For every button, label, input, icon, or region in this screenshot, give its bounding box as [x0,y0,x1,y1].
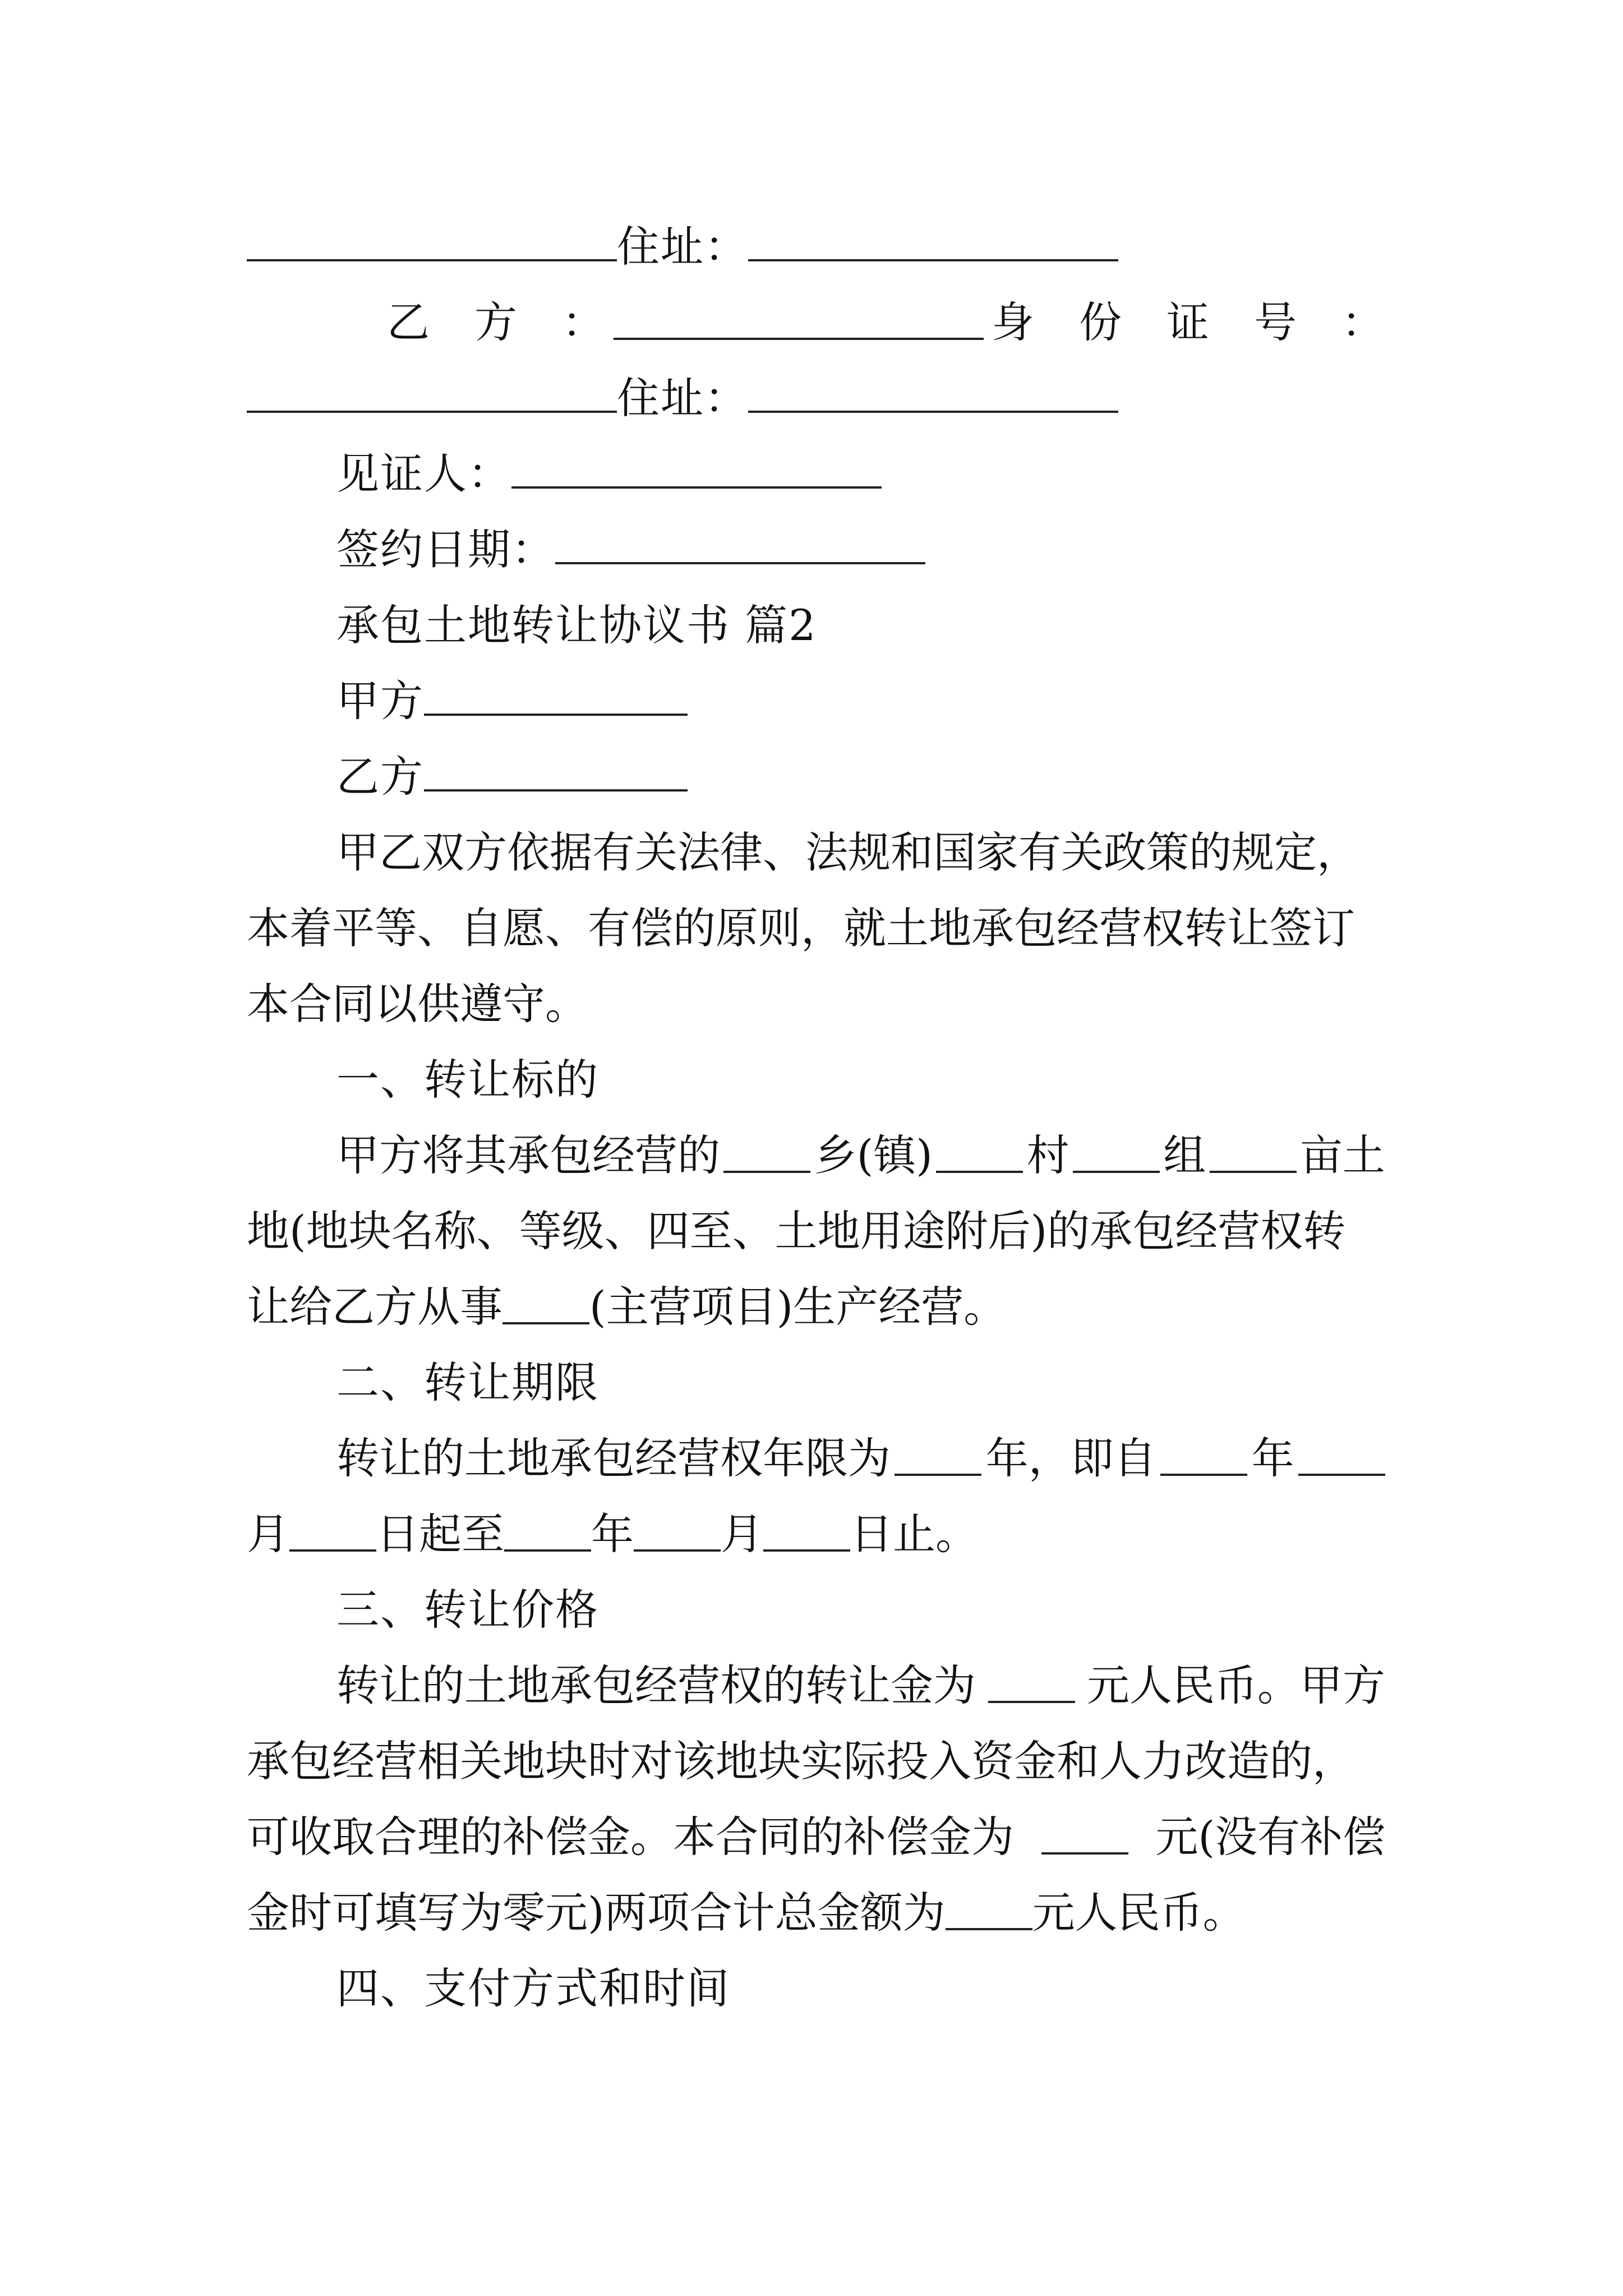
blank-field [1160,1441,1247,1476]
intro-text: 本合同以供遵守。 [247,979,588,1029]
blank-field [723,1138,810,1173]
blank-field [1298,1441,1385,1476]
intro-line-2 [247,898,1385,959]
party-a-line [247,670,1385,732]
witness-line [247,443,1385,505]
text-segment: 日止。 [850,1509,978,1559]
text-segment: (主营项目)生产经营。 [589,1282,1007,1332]
witness-label: 见证人： [336,449,511,499]
section-3-line-3 [247,1806,1385,1868]
intro-line-3 [247,973,1385,1035]
blank-field [748,378,1118,413]
section-3-line-2 [247,1731,1385,1792]
text-segment: 地(地块名称、等级、四至、土地用途附后)的承包经营权转 [247,1206,1346,1256]
address-line-1 [247,216,1385,278]
text-segment: 让给乙方从事 [247,1282,502,1332]
section-1-line-2 [247,1200,1385,1262]
section-2-line-1 [247,1428,1385,1489]
blank-field [748,227,1118,261]
sign-date-label: 签约日期： [336,524,555,574]
section-title: 四、支付方式和时间 [336,1963,730,2013]
text-segment: 金时可填写为零元)两项合计总金额为 [247,1888,946,1938]
party-a-label: 甲方 [336,676,424,726]
text-segment: 组 [1163,1130,1206,1180]
text-segment: 转让的土地承包经营权年限为 [336,1433,891,1483]
text-segment: 年 [591,1509,634,1559]
text-segment: 元人民币。甲方 [1087,1660,1385,1710]
text-segment: 亩土 [1299,1130,1385,1180]
text-segment: 年 [1251,1433,1294,1483]
text-segment: 乡(镇) [814,1130,933,1180]
text-segment: 日起至 [376,1509,504,1559]
blank-field [988,1668,1075,1703]
intro-text: 甲乙双方依据有关法律、法规和国家有关政策的规定， [336,827,1359,877]
blank-field [247,378,617,413]
party-b-line [247,746,1385,808]
blank-field [424,757,688,792]
text-segment: 元人民币。 [1032,1888,1246,1938]
party-b-id-line [247,292,1385,353]
blank-field [247,227,617,261]
text-segment: 年，即自 [985,1433,1156,1483]
section-3-title [247,1579,1385,1641]
text-segment: 可收取合理的补偿金。本合同的补偿金为 [247,1812,1014,1862]
section-3-line-1 [247,1655,1385,1717]
section-heading [247,595,1385,656]
intro-text: 本着平等、自愿、有偿的原则，就土地承包经营权转让签订 [247,903,1355,953]
blank-field [936,1138,1023,1173]
blank-field [1210,1138,1297,1173]
section-1-line-3 [247,1276,1385,1338]
intro-line-1 [247,822,1385,884]
blank-field [511,454,882,489]
blank-field [502,1290,589,1324]
section-2-title [247,1352,1385,1414]
blank-field [424,681,688,716]
section-4-title [247,1958,1385,2019]
text-segment: 月 [721,1509,763,1559]
address-label: 住址： [617,373,748,423]
text-segment: 转让的土地承包经营权的转让金为 [336,1660,976,1710]
sign-date-line [247,519,1385,581]
section-title: 三、转让价格 [336,1585,599,1635]
address-label: 住址： [617,222,748,272]
blank-field [614,305,984,340]
blank-field [946,1895,1032,1930]
text-segment: 承包经营相关地块时对该地块实际投入资金和人力改造的， [247,1736,1355,1786]
section-1-title [247,1049,1385,1111]
id-number-label: 身 份 证 号 ： [992,297,1385,347]
blank-field [289,1517,376,1552]
section-title: 一、转让标的 [336,1055,599,1105]
text-segment: 月 [247,1509,289,1559]
address-line-2 [247,367,1385,429]
text-segment: 村 [1026,1130,1069,1180]
text-segment: 元(没有补偿 [1155,1812,1385,1862]
blank-field [763,1517,850,1552]
blank-field [555,530,925,564]
heading-text: 承包土地转让协议书 篇2 [336,600,817,650]
section-title: 二、转让期限 [336,1358,599,1407]
text-segment: 甲方将其承包经营的 [336,1130,720,1180]
blank-field [1073,1138,1160,1173]
blank-field [1041,1820,1128,1855]
section-2-line-2 [247,1503,1385,1565]
section-3-line-4 [247,1882,1385,1944]
blank-field [504,1517,591,1552]
blank-field [634,1517,721,1552]
party-b-label: 乙 方 ： [387,297,606,347]
blank-field [895,1441,981,1476]
section-1-line-1 [247,1125,1385,1186]
party-b-label: 乙方 [336,752,424,802]
